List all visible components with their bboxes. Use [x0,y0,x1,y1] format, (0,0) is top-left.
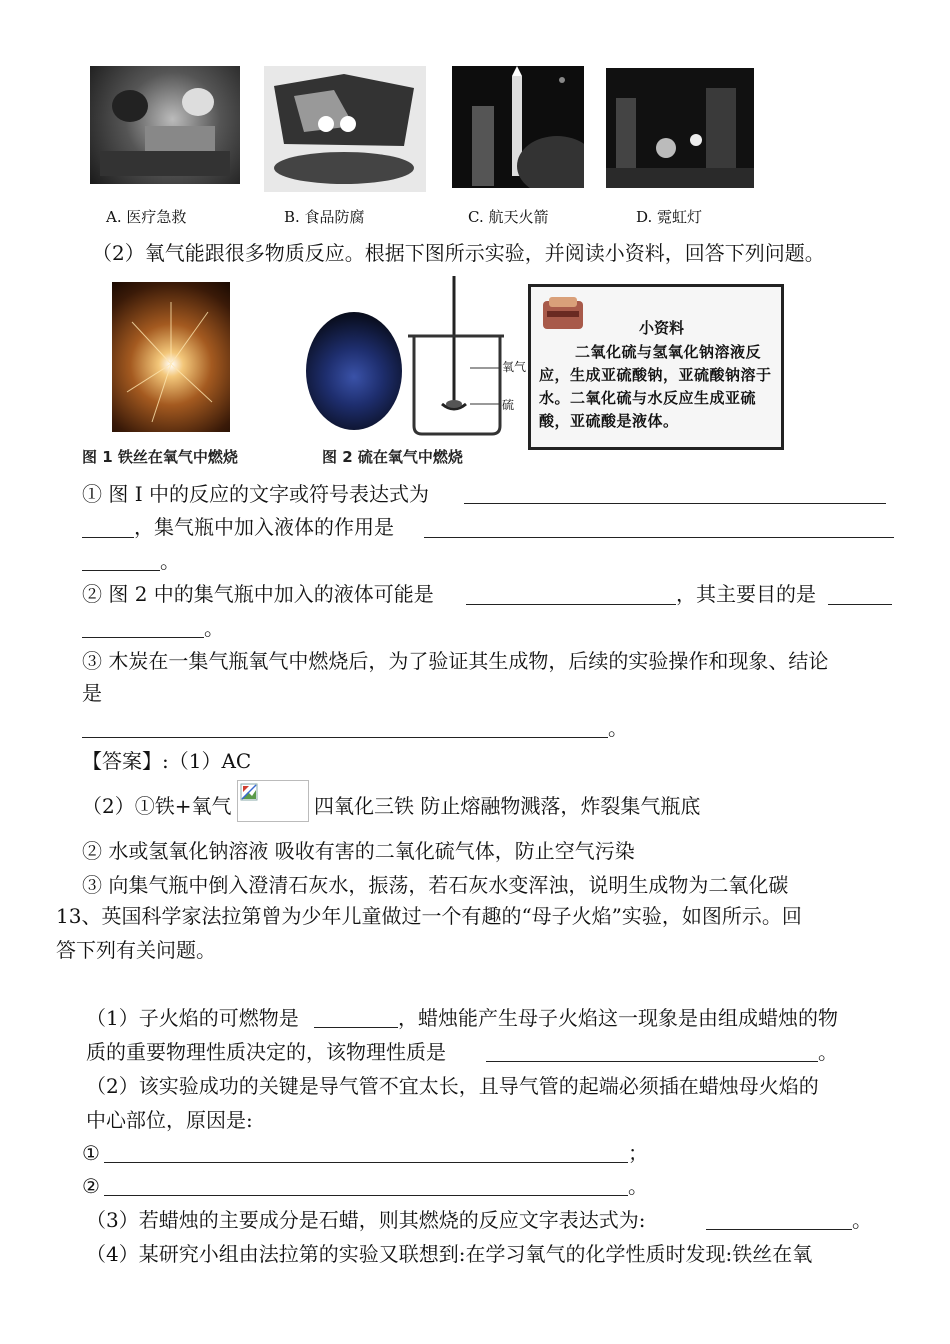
figure-sulfur-apparatus [404,276,504,436]
q1-blank2-cont[interactable] [82,570,160,571]
answer-line2-b: 四氧化三铁 防止熔融物溅落，炸裂集气瓶底 [314,794,701,818]
q13-p3-blank[interactable] [706,1229,852,1230]
q1-line2: ，集气瓶中加入液体的作用是 [134,515,394,539]
q13-p2-blank2[interactable] [104,1195,628,1196]
q2-blank2[interactable] [828,604,892,605]
caption-c: C. 航天火箭 [468,208,549,226]
broken-image [237,780,309,822]
photo-food-preservation [264,66,426,192]
q3-line1: ③ 木炭在一集气瓶氧气中燃烧后，为了验证其生成物，后续的实验操作和现象、结论 [82,649,829,673]
q13-p3-line: （3）若蜡烛的主要成分是石蜡，则其燃烧的反应文字表达式为: [86,1208,646,1232]
q13-p2-item2-end: 。 [628,1174,648,1198]
caption-a: A. 医疗急救 [106,208,187,226]
q3-line2: 是 [82,681,102,705]
figure-iron-burning-photo [112,282,230,432]
caption-b: B. 食品防腐 [284,208,365,226]
q2-line2-end: 。 [204,616,224,640]
fig1-caption: 图 1 铁丝在氧气中燃烧 [82,448,238,466]
q13-p4-line: （4）某研究小组由法拉第的实验又联想到:在学习氧气的化学性质时发现:铁丝在氧 [86,1242,813,1266]
info-box [528,284,784,450]
label-sulfur: 硫 [502,398,515,412]
part2-intro: （2）氧气能跟很多物质反应。根据下图所示实验，并阅读小资料，回答下列问题。 [92,241,825,265]
photo-neon-lights [606,68,754,188]
q13-p2-line1: （2）该实验成功的关键是导气管不宜太长，且导气管的起端必须插在蜡烛母火焰的 [86,1074,819,1098]
q13-p2-item1: ① [82,1141,100,1165]
label-oxygen: 氧气 [502,360,527,374]
q13-p1-line2: 质的重要物理性质决定的，该物理性质是 [86,1040,446,1064]
q2-line1: ② 图 2 中的集气瓶中加入的液体可能是 [82,582,434,606]
q3-blank[interactable] [82,737,608,738]
q13-p2-blank1[interactable] [104,1162,628,1163]
answer-label: 【答案】:（1）AC [82,749,252,773]
q2-line1-mid: ，其主要目的是 [676,582,816,606]
q1-line1: ① 图 I 中的反应的文字或符号表达式为 [82,482,429,506]
q13-line2: 答下列有关问题。 [56,938,216,962]
q13-p1-line1-a: （1）子火焰的可燃物是 [86,1006,299,1030]
fig2-caption: 图 2 硫在氧气中燃烧 [322,448,463,466]
q1-blank1[interactable] [464,503,886,504]
q13-p2-item1-end: ； [628,1141,648,1165]
photo-space-rocket [452,66,584,188]
q1-blank2[interactable] [424,537,894,538]
q2-blank2-cont[interactable] [82,637,204,638]
photo-medical-rescue [90,66,240,184]
q3-line3-end: 。 [608,716,628,740]
info-title: 小资料 [639,319,685,337]
caption-d: D. 霓虹灯 [636,208,703,226]
q13-p3-end: 。 [852,1208,872,1232]
info-body: 二氧化硫与氢氧化钠溶液反应，生成亚硫酸钠，亚硫酸钠溶于水。二氧化硫与水反应生成亚硫酸，亚硫酸是液体。 [539,343,772,430]
q13-p2-item2: ② [82,1174,100,1198]
q13-p1-blank1[interactable] [314,1027,398,1028]
q1-line3-end: 。 [160,549,180,573]
q2-blank1[interactable] [466,604,676,605]
q1-blank1-cont[interactable] [82,537,134,538]
q13-p1-blank2[interactable] [486,1061,818,1062]
q13-line1: 13、英国科学家法拉第曾为少年儿童做过一个有趣的“母子火焰”实验，如图所示。回 [56,904,802,928]
q13-p1-line2-end: 。 [818,1040,838,1064]
q13-p2-line2: 中心部位，原因是: [86,1108,253,1132]
q13-p1-line1-b: ，蜡烛能产生母子火焰这一现象是由组成蜡烛的物 [398,1006,838,1030]
answer-line2-a: （2）①铁+氧气 [82,794,232,818]
answer-line3: ② 水或氢氧化钠溶液 吸收有害的二氧化硫气体，防止空气污染 [82,839,635,863]
figure-sulfur-burning-photo [306,312,402,430]
broken-image-icon [240,783,258,801]
book-icon [541,295,585,333]
answer-line4: ③ 向集气瓶中倒入澄清石灰水，振荡，若石灰水变浑浊，说明生成物为二氧化碳 [82,873,789,897]
